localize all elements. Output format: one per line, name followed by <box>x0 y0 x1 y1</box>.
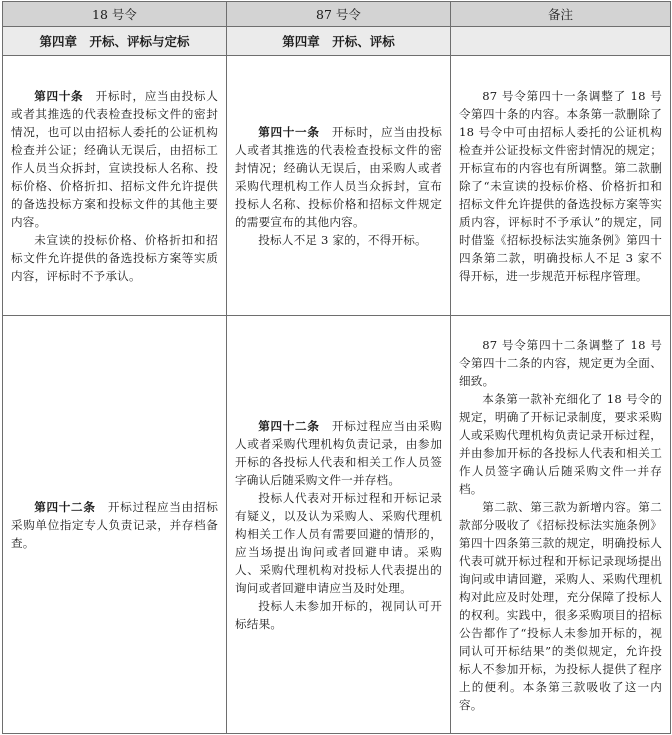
chapter-col-87: 第四章 开标、评标 <box>227 27 451 56</box>
article-number: 第四十二条 <box>34 499 96 514</box>
paragraph <box>235 417 442 489</box>
paragraph <box>11 498 218 552</box>
header-col-notes: 备注 <box>451 2 671 27</box>
article-text: 开标过程应当由招标采购单位指定专人负责记录，并存档备查。 <box>11 499 218 550</box>
note-text: 第二款、第三款为新增内容。第二款部分吸收了《招标投标法实施条例》第四十四条第三款的规定，明确投标人代表可就开标过程和开标记录现场提出询问或申请回避，采购人、采购代理机构对此应及时处理，充分保障了投标人的权利。实践中，很多采购项目的招标公告都作了“投标人未参加开标的，视同认可开标结果”的类似规定，允许投标人不参加开标，为投标人提供了程序上的便利。本条第三款吸收了这一内容。 <box>459 499 662 712</box>
paragraph <box>459 87 662 285</box>
paragraph <box>235 231 442 249</box>
paragraph <box>235 489 442 597</box>
article-text: 开标时，应当由投标人或者其推选的代表检查投标文件的密封情况；经确认无误后，由采购人或者采购代理机构工作人员当众拆封，宣布投标人名称、投标价格和招标文件规定的需要宣布的其他内容。 <box>235 124 442 229</box>
paragraph <box>459 498 662 714</box>
table-row <box>3 56 671 316</box>
article-text: 开标时，应当由投标人或者其推选的代表检查投标文件的密封情况，也可以由招标人委托的公证机构检查并公证；经确认无误后，由招标工作人员当众拆封，宣读投标人名称、投标价格、价格折扣、招标文件允许提供的备选投标方案和投标文件的其他主要内容。 <box>11 88 218 229</box>
paragraph <box>11 87 218 231</box>
table-row <box>3 316 671 734</box>
article-number: 第四十条 <box>34 88 84 103</box>
row1-col-18 <box>3 56 227 316</box>
paragraph <box>459 336 662 390</box>
chapter-col-18: 第四章 开标、评标与定标 <box>3 27 227 56</box>
article-text: 开标过程应当由采购人或者采购代理机构负责记录，由参加开标的各投标人代表和相关工作人员签字确认后随采购文件一并存档。 <box>235 418 442 487</box>
chapter-col-notes <box>451 27 671 56</box>
header-col-18: 18 号令 <box>3 2 227 27</box>
article-text: 投标人不足 3 家的，不得开标。 <box>258 232 427 247</box>
header-row <box>3 2 671 27</box>
article-text: 投标人代表对开标过程和开标记录有疑义，以及认为采购人、采购代理机构相关工作人员有需要回避的情形的，应当场提出询问或者回避申请。采购人、采购代理机构对投标人代表提出的询问或者回避申请应当及时处理。 <box>235 490 442 595</box>
paragraph <box>235 123 442 231</box>
paragraph <box>11 231 218 285</box>
row2-col-87 <box>227 316 451 734</box>
chapter-row <box>3 27 671 56</box>
article-text: 未宣读的投标价格、价格折扣和招标文件允许提供的备选投标方案等实质内容，评标时不予承认。 <box>11 232 218 283</box>
row2-col-18 <box>3 316 227 734</box>
comparison-table <box>2 1 671 734</box>
article-number: 第四十二条 <box>258 418 320 433</box>
row1-col-87 <box>227 56 451 316</box>
article-number: 第四十一条 <box>258 124 320 139</box>
header-col-87: 87 号令 <box>227 2 451 27</box>
row2-col-notes <box>451 316 671 734</box>
row1-col-notes <box>451 56 671 316</box>
article-text: 投标人未参加开标的，视同认可开标结果。 <box>235 598 442 631</box>
note-text: 87 号令第四十一条调整了 18 号令第四十条的内容。本条第一款删除了 18 号令中可由招标人委托的公证机构检查并公证投标文件密封情况的规定；开标宣布的内容也有所调整。第二款删除了“未宣读的投标价格、价格折扣和招标文件允许提供的备选投标方案等实质内容，评标时不予承认”的规定，同时借鉴《招标投标法实施条例》第四十四条第二款，明确投标人不足 3 家不得开标，进一步规范开标程序管理。 <box>459 88 662 283</box>
note-text: 87 号令第四十二条调整了 18 号令第四十二条的内容，规定更为全面、细致。 <box>459 337 662 388</box>
paragraph <box>459 390 662 498</box>
note-text: 本条第一款补充细化了 18 号令的规定，明确了开标记录制度，要求采购人或采购代理机构负责记录开标过程，并由参加开标的各投标人代表和相关工作人员签字确认后随采购文件一并存档。 <box>459 391 662 496</box>
paragraph <box>235 597 442 633</box>
